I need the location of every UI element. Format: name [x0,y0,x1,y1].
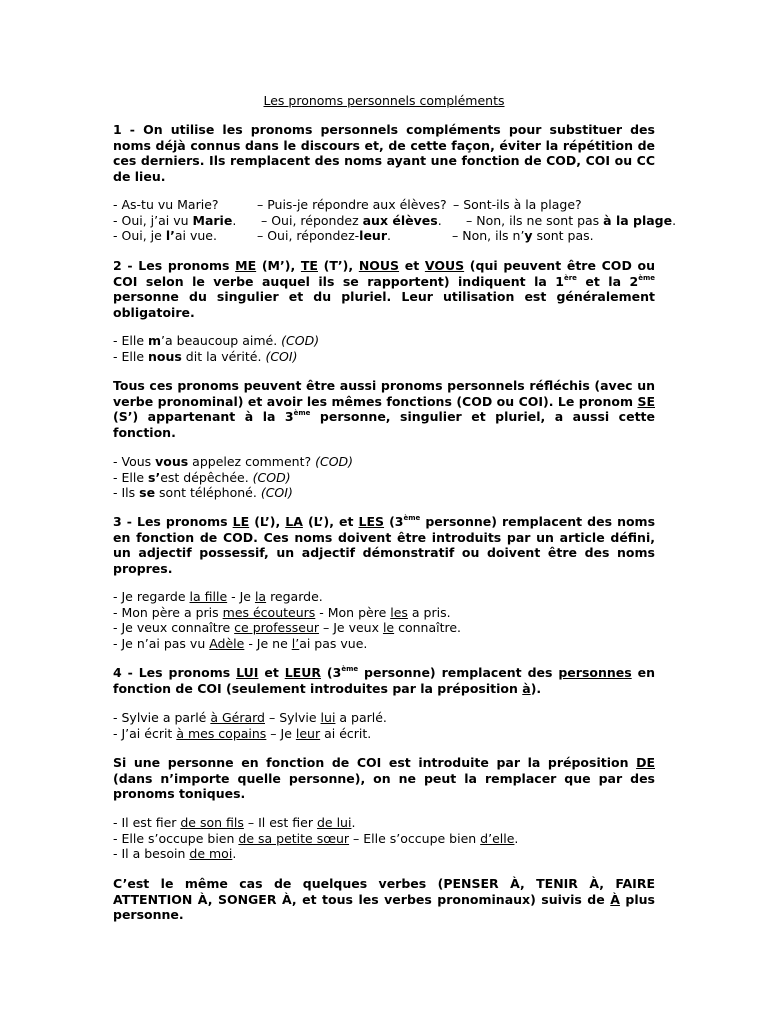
section-2-examples [113,333,673,364]
text-run: d’elle [480,830,515,846]
text-run: – Je veux [319,620,383,635]
text-run: Adèle [209,635,245,651]
text-run: – Sylvie [265,710,321,725]
text-run: ème [293,409,311,417]
text-run: 4 - Les pronoms [113,665,237,680]
text-run: à Gérard [210,710,265,725]
section-4-verbs-paragraph [113,876,655,923]
text-run: . [387,228,391,243]
text-run: et [258,665,285,680]
text-run: – Puis-je répondre aux élèves? [257,197,447,212]
text-run: LEUR [284,665,321,680]
text-run: ME [235,258,257,273]
text-run: nous [148,348,182,364]
text-run: a parlé. [335,710,387,725]
text-run: sont pas. [532,228,594,243]
section-4-paragraph [113,665,655,696]
text-run: - Mon père [315,604,391,620]
text-run: ère [563,273,577,282]
text-run: connaître. [394,620,462,635]
text-run: est dépêchée. [160,469,253,485]
text-run: - Je regarde [113,589,190,604]
text-run: – Oui, répondez [261,212,363,228]
text-run: - Vous [113,454,156,469]
text-run: de lui [316,815,352,830]
text-run: . [232,846,237,861]
text-run: de moi [189,846,233,861]
section-2-paragraph [113,258,655,320]
text-run: . [437,212,442,228]
text-run: personne) remplacent des noms en fonction de COD. Ces noms doivent être introduits par un article défini, un adjectif possessif, un adjectif démonstratif ou doivent être des noms propres. [113,514,656,576]
text-run: . [672,212,677,228]
text-run: dit la vérité. [181,348,266,364]
section-3-examples [113,589,673,651]
text-run: - Elle s’occupe bien [113,830,239,846]
text-run: personne, singulier et pluriel, a aussi cette fonction. [113,409,655,440]
text-run: la fille [189,589,228,604]
text-run: VOUS [424,258,465,273]
text-run: SE [637,393,655,409]
text-run: - Ils [113,485,140,500]
text-run: s’ [148,469,161,485]
example-row [113,454,673,470]
text-run: le [382,620,395,635]
example-row [113,710,673,726]
text-run: (dans n’importe quelle personne), on ne peut la remplacer que par des pronoms toniques. [113,770,655,801]
text-run: - Il est fier [113,815,181,830]
text-run: . [514,830,519,846]
text-run: ). [530,680,542,696]
example-row [113,831,673,847]
text-run: de son fils [180,815,244,830]
text-run: – Il est fier [243,815,317,830]
text-run: – Non, ils n’ [452,228,525,243]
text-run: - Elle [113,333,148,348]
text-run: vous [155,454,189,469]
text-run: – Elle s’occupe bien [349,830,481,846]
text-run: - As-tu vu Marie? [113,197,219,212]
section-4-examples [113,710,673,741]
example-row [113,846,673,862]
section-4-de-examples [113,815,673,862]
example-row [113,228,693,244]
text-run: - Oui, je [113,228,166,243]
text-run: - Elle [113,348,148,364]
section-2-reflexive-paragraph [113,378,655,440]
text-run: . [232,212,237,228]
text-run: DE [636,755,655,770]
section-4-de-paragraph [113,755,655,802]
text-run: plus personne. [113,891,655,922]
text-run: (3 [384,514,404,529]
text-run: LUI [236,665,259,680]
text-run: NOUS [358,258,400,273]
example-row [113,197,693,213]
example-row [113,349,673,365]
text-run: les [390,604,408,620]
page-title: Les pronoms personnels compléments [263,93,505,108]
text-run: (qui peuvent être COD ou COI selon le verbe auquel ils se rapportent) indiquent la 1 [113,258,655,289]
example-row [113,485,673,501]
text-run: ce professeur [234,620,320,635]
text-run: ai vue. [174,228,217,243]
text-run: ème [403,514,421,522]
section-1-paragraph [113,122,655,184]
section-3-paragraph [113,514,655,576]
text-run: ’a beaucoup aimé. [161,333,282,348]
example-row [113,620,673,636]
text-run: - Il a besoin [113,846,190,861]
text-run: et [399,258,425,273]
example-row [113,815,673,831]
section-2-reflexive-examples [113,454,673,501]
text-run: - Je veux connaître [113,620,235,635]
text-run: TE [300,258,318,273]
text-run: (COD) [315,454,354,469]
text-run: Si une personne en fonction de COI est introduite par la préposition [113,755,637,770]
text-run: leur [295,725,321,741]
text-run: de sa petite sœur [238,830,350,846]
example-row [113,333,673,349]
text-run: à mes copains [176,725,267,741]
text-run: ai pas vue. [299,635,368,651]
text-run: mes écouteurs [222,604,316,620]
section-1-examples [113,197,693,244]
section-1-text: On utilise les pronoms personnels compléments pour substituer des noms déjà connus dans le discours et, de cette façon, éviter la répétition de ces derniers. Ils remplacent des noms ayant une fonction de COD, COI ou CC de lieu. [113,122,655,184]
text-run: - Oui, j’ai vu [113,212,193,228]
text-run: - Mon père a pris [113,604,223,620]
example-row [113,213,693,229]
text-run: (COD) [281,333,320,348]
text-run: (M’), [256,258,301,273]
text-run: (COI) [265,348,298,364]
example-row [113,726,673,742]
text-run: et la 2 [576,273,639,289]
text-run: (3 [321,665,342,680]
text-run: - Je n’ai pas vu [113,635,210,651]
text-run: - Je [227,589,255,604]
text-run: ème [341,665,359,673]
text-run: C’est le même cas de quelques verbes (PENSER À, TENIR À, FAIRE ATTENTION À, SONGER À, et tous les verbes pronominaux) suivis de [113,876,655,907]
section-1-number: 1 - [113,122,135,137]
text-run: ème [638,273,655,282]
text-run: Tous ces pronoms peuvent être aussi pronoms personnels réfléchis (avec un verbe pronominal) et avoir les mêmes fonctions (COD ou COI). Le pronom [113,378,655,409]
text-run: personnes [558,665,632,680]
text-run: À [610,891,620,907]
text-run: LE [232,514,250,529]
text-run: - Elle [113,469,148,485]
text-run: – Non, ils ne sont pas [466,212,604,228]
text-run: - Je ne [244,635,292,651]
text-run: leur [359,228,387,243]
text-run: LA [285,514,303,529]
text-run: ai écrit. [320,725,372,741]
text-run: – Oui, répondez- [257,228,360,243]
text-run: (L’), et [302,514,359,529]
text-run: appelez comment? [188,454,316,469]
text-run: personne du singulier et du pluriel. Leur utilisation est généralement obligatoire. [113,289,655,320]
text-run: à la plage [603,212,673,228]
text-run: (COI) [260,485,293,500]
text-run: (COD) [252,469,291,485]
text-run: regarde. [266,589,323,604]
text-run: LES [358,514,385,529]
text-run: - J’ai écrit [113,725,177,741]
text-run: - Sylvie a parlé [113,710,211,725]
text-run: à [522,680,531,696]
example-row [113,605,673,621]
text-run: y [524,228,533,243]
text-run: . [351,815,356,830]
text-run: sont téléphoné. [155,485,261,500]
text-run: – Sont-ils à la plage? [453,197,582,212]
example-row [113,636,673,652]
example-row [113,589,673,605]
text-run: – Je [266,725,296,741]
text-run: 2 - Les pronoms [113,258,236,273]
text-run: l’ [291,635,300,651]
text-run: en fonction de COI (seulement introduites par la préposition [113,665,655,696]
example-row [113,470,673,486]
text-run: (T’), [317,258,359,273]
text-run: (L’), [249,514,286,529]
text-run: la [254,589,267,604]
text-run: l’ [165,228,175,243]
text-run: aux élèves [362,212,438,228]
text-run: (S’) appartenant à la 3 [113,409,294,424]
text-run: se [139,485,156,500]
text-run: 3 - Les pronoms [113,514,233,529]
text-run: a pris. [407,604,451,620]
text-run: Marie [192,212,233,228]
text-run: lui [320,710,336,725]
text-run: m [148,333,162,348]
text-run: personne) remplacent des [358,665,559,680]
